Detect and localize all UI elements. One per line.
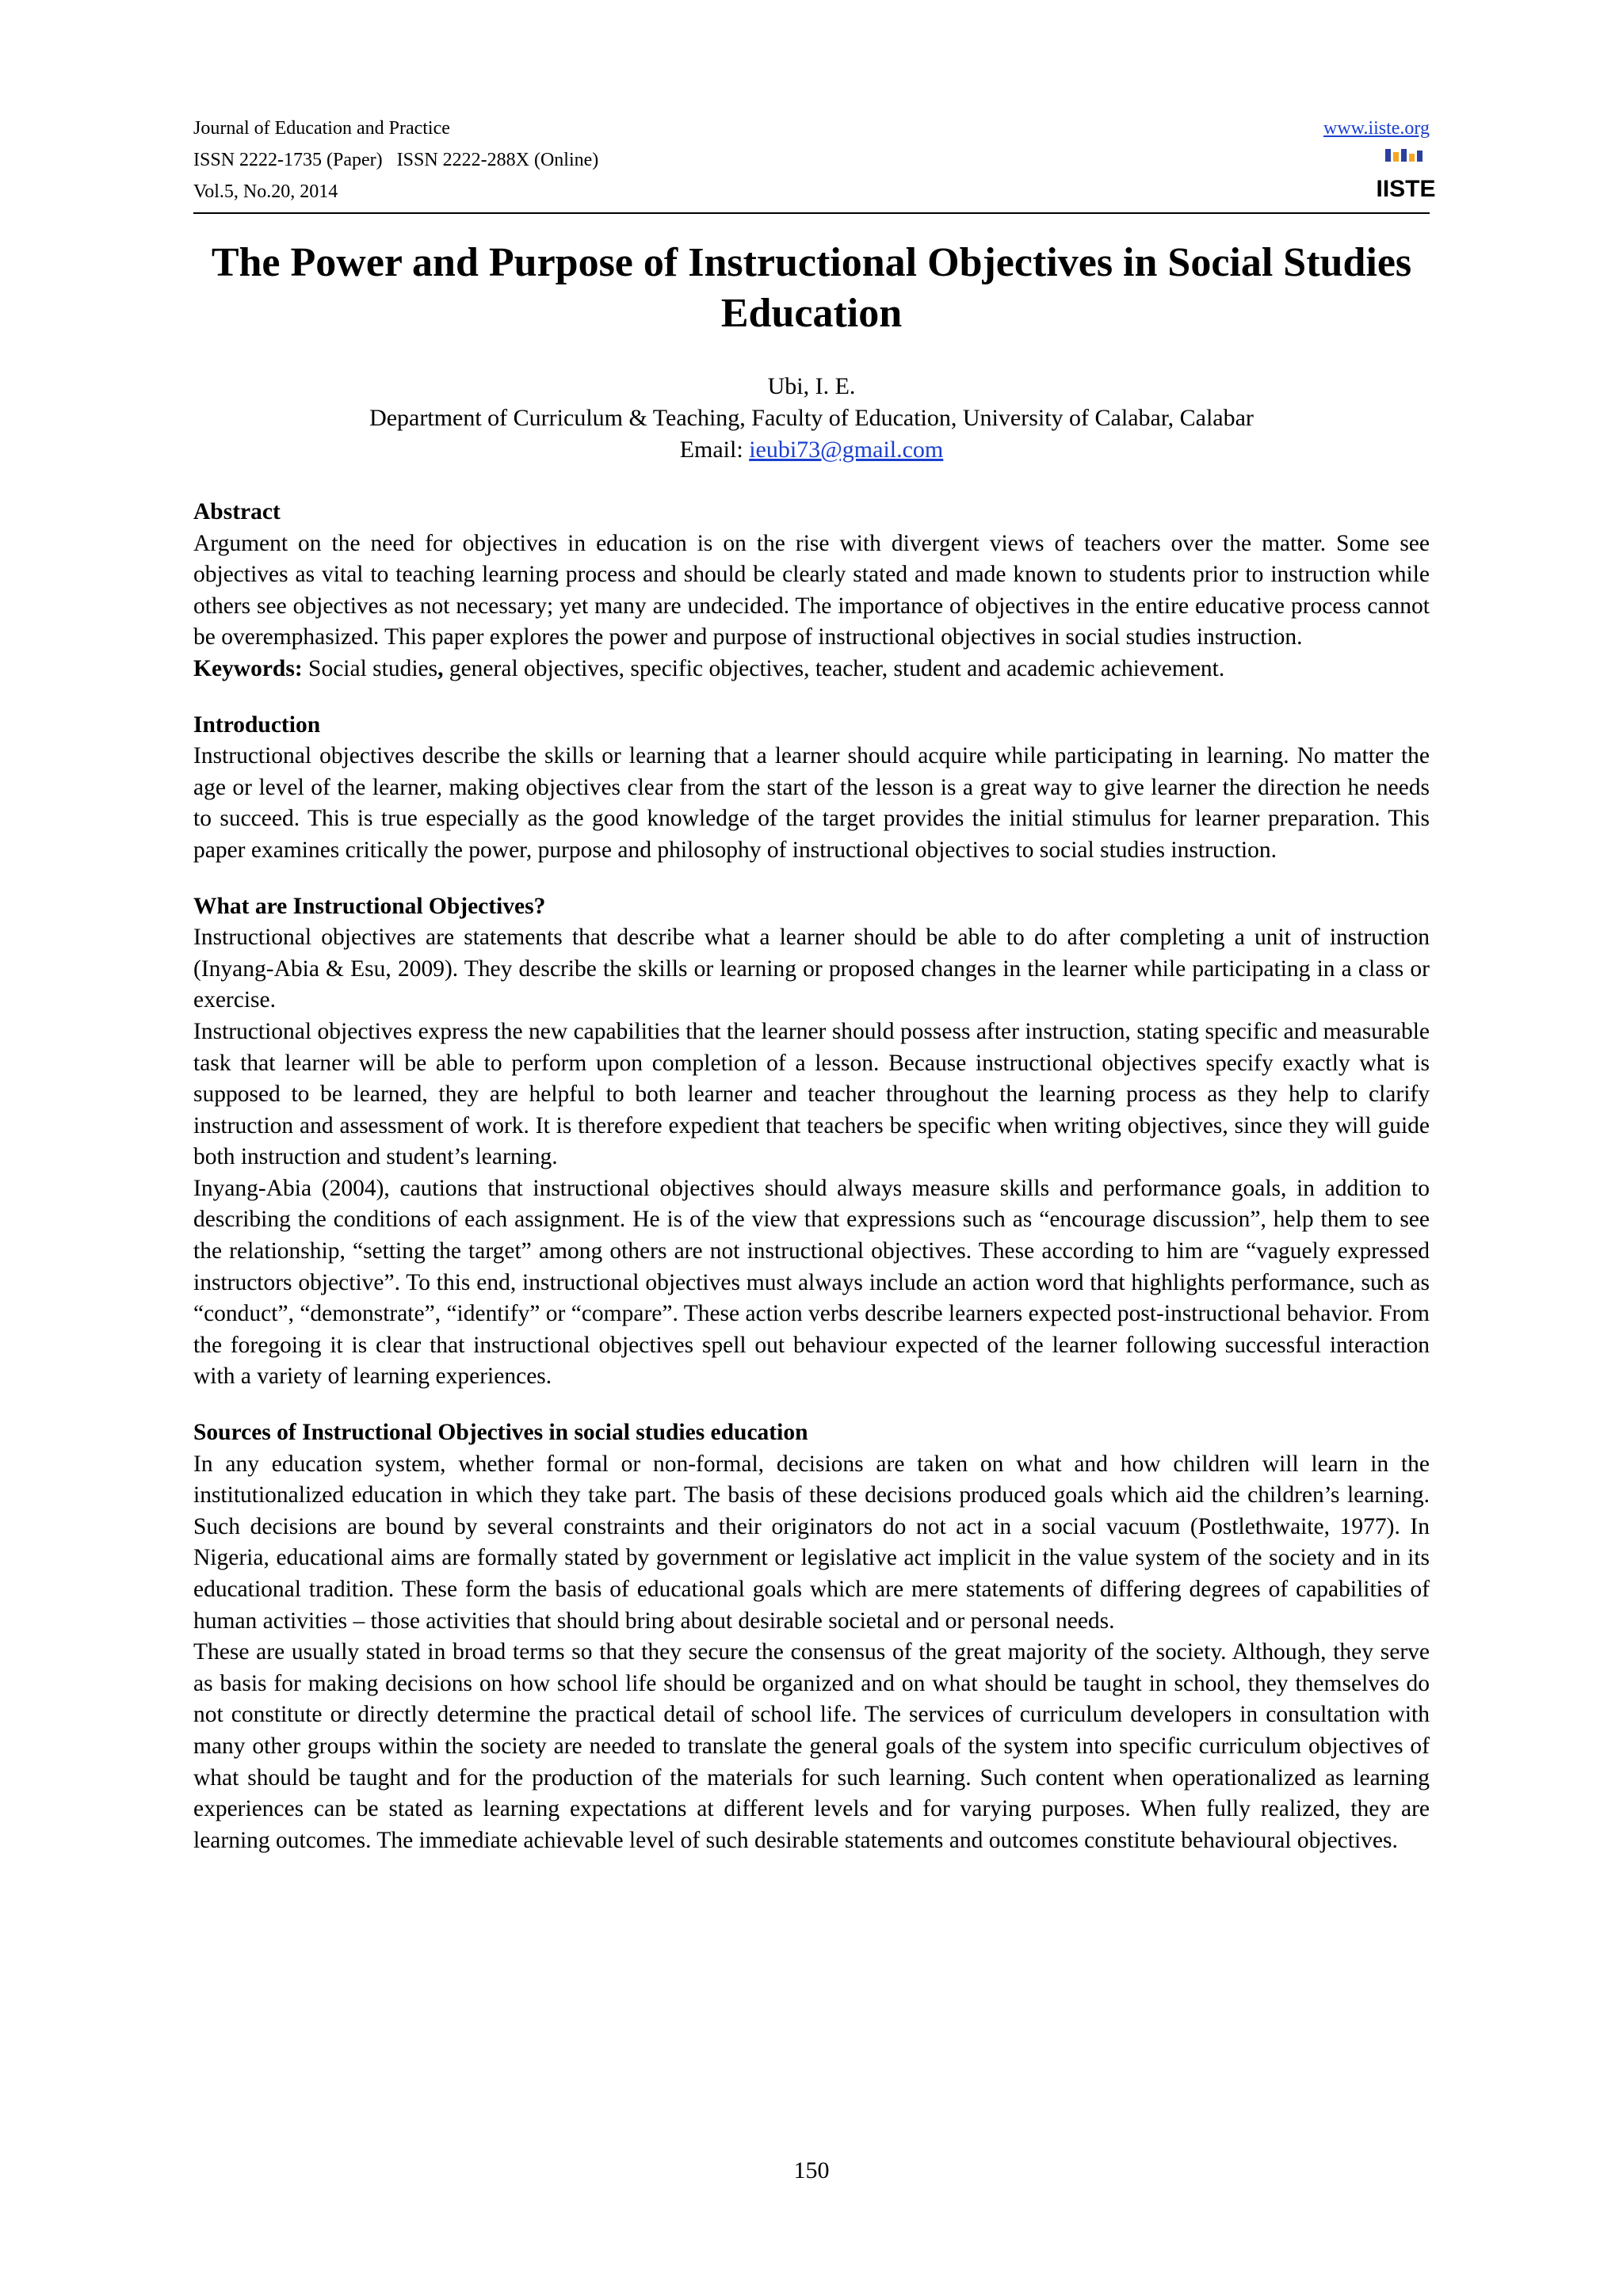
what-are-paragraph-2: Instructional objectives express the new capabilities that the learner should possess after instruction, stating specific and measurable task that learner will be able to perform upon completion of a lesson. Because instructional objectives specify exactly what is supposed to be learned, they are helpful to both learner and teacher throughout the learning process as they help to clarify instruction and assessment of work. It is therefore expedient that teachers be specific when writing objectives, since they will guide both instruction and student’s learning. [193,1018,1430,1170]
section-gap [193,867,1430,891]
what-are-paragraph-1: Instructional objectives are statements that describe what a learner should be able to do after completing a unit of instruction (Inyang-Abia & Esu, 2009). They describe the skills or learning or proposed changes in the learner while participating in a class or exercise. [193,925,1430,1013]
article-body [193,497,1430,1856]
logo-lettering: IISTE [1376,176,1436,202]
page-number: 150 [793,2157,830,2183]
journal-info [193,113,598,208]
keywords-label: Keywords: [193,655,303,681]
abstract-text: Argument on the need for objectives in education is on the rise with divergent views of teachers over the matter. Some see objectives as vital to teaching learning process and should be clearly stated and made known to students prior to instruction while others see objectives as not necessary; yet many are undecided. The importance of objectives in the entire educative process cannot be overemphasized. This paper explores the power and purpose of instructional objectives in social studies instruction. [193,530,1430,650]
article-title: The Power and Purpose of Instructional Objectives in Social Studies Education [211,240,1412,336]
author-email-line [193,434,1430,466]
sources-heading: Sources of Instructional Objectives in social studies education [193,1420,808,1446]
sources-paragraph-1: In any education system, whether formal or non-formal, decisions are taken on what and how children will learn in the institutionalized education in which they take part. The basis of these decisions produced goals which aid the children’s learning. Such decisions are bound by several constraints and their originators do not act in a social vacuum (Postlethwaite, 1977). In Nigeria, educational aims are formally stated by government or legislative act implicit in the value system of the society and in its educational tradition. These form the basis of educational goals which are mere statements of differing degrees of capabilities of human activities – those activities that should bring about desirable societal and or personal needs. [193,1451,1430,1634]
journal-volume: Vol.5, No.20, 2014 [193,181,338,202]
section-gap [193,685,1430,710]
email-link[interactable]: ieubi73@gmail.com [749,437,944,463]
keywords-first: Social studies [302,655,438,681]
journal-url-link[interactable]: www.iiste.org [1323,118,1430,139]
journal-issn: ISSN 2222-1735 (Paper) ISSN 2222-288X (Online) [193,150,599,170]
keywords-rest: general objectives, specific objectives, teacher, student and academic achievement. [443,655,1225,681]
email-label: Email: [679,437,750,463]
section-gap [193,1393,1430,1417]
header-divider [193,212,1430,214]
author-name: Ubi, I. E. [767,373,856,399]
iiste-logo [1376,147,1436,203]
sources-paragraph-2: These are usually stated in broad terms so that they secure the consensus of the great majority of the society. Although, they serve as basis for making decisions on how school life should be organized and on what should be taught in school, they themselves do not constitute or directly determine the practical detail of school life. The services of curriculum developers in consultation with many other groups within the society are needed to translate the general goals of the system into specific curriculum objectives of what should be taught and for the production of the materials for such learning. Such content when operationalized as learning experiences can be stated as learning expectations at different levels and for varying purposes. When fully realized, they are learning outcomes. The immediate achievable level of such desirable statements and outcomes constitute behavioural objectives. [193,1639,1430,1853]
what-are-heading: What are Instructional Objectives? [193,893,546,919]
keywords-comma: , [437,655,444,681]
abstract-heading: Abstract [193,499,281,524]
keywords-line [193,654,1430,685]
author-affiliation: Department of Curriculum & Teaching, Faculty of Education, University of Calabar, Calabar [369,405,1254,431]
journal-name: Journal of Education and Practice [193,118,450,139]
author-block [193,371,1430,466]
what-are-paragraph-3: Inyang-Abia (2004), cautions that instructional objectives should always measure skills and performance goals, in addition to describing the conditions of each assignment. He is of the view that expressions such as “encourage discussion”, help them to see the relationship, “setting the target” among others are not instructional objectives. These according to him are “vaguely expressed instructors objective”. To this end, instructional objectives must always include an action word that highlights performance, such as “conduct”, “demonstrate”, “identify” or “compare”. These action verbs describe learners expected post-instructional behavior. From the foregoing it is clear that instructional objectives spell out behaviour expected of the learner following successful interaction with a variety of learning experiences. [193,1175,1430,1390]
introduction-heading: Introduction [193,711,321,738]
journal-header [193,113,1436,215]
introduction-text: Instructional objectives describe the skills or learning that a learner should acquire while participating in learning. No matter the age or level of the learner, making objectives clear from the start of the lesson is a great way to give learner the direction he needs to succeed. This is true especially as the good knowledge of the target provides the initial stimulus for learner preparation. This paper examines critically the power, purpose and philosophy of instructional objectives to social studies instruction. [193,743,1430,863]
